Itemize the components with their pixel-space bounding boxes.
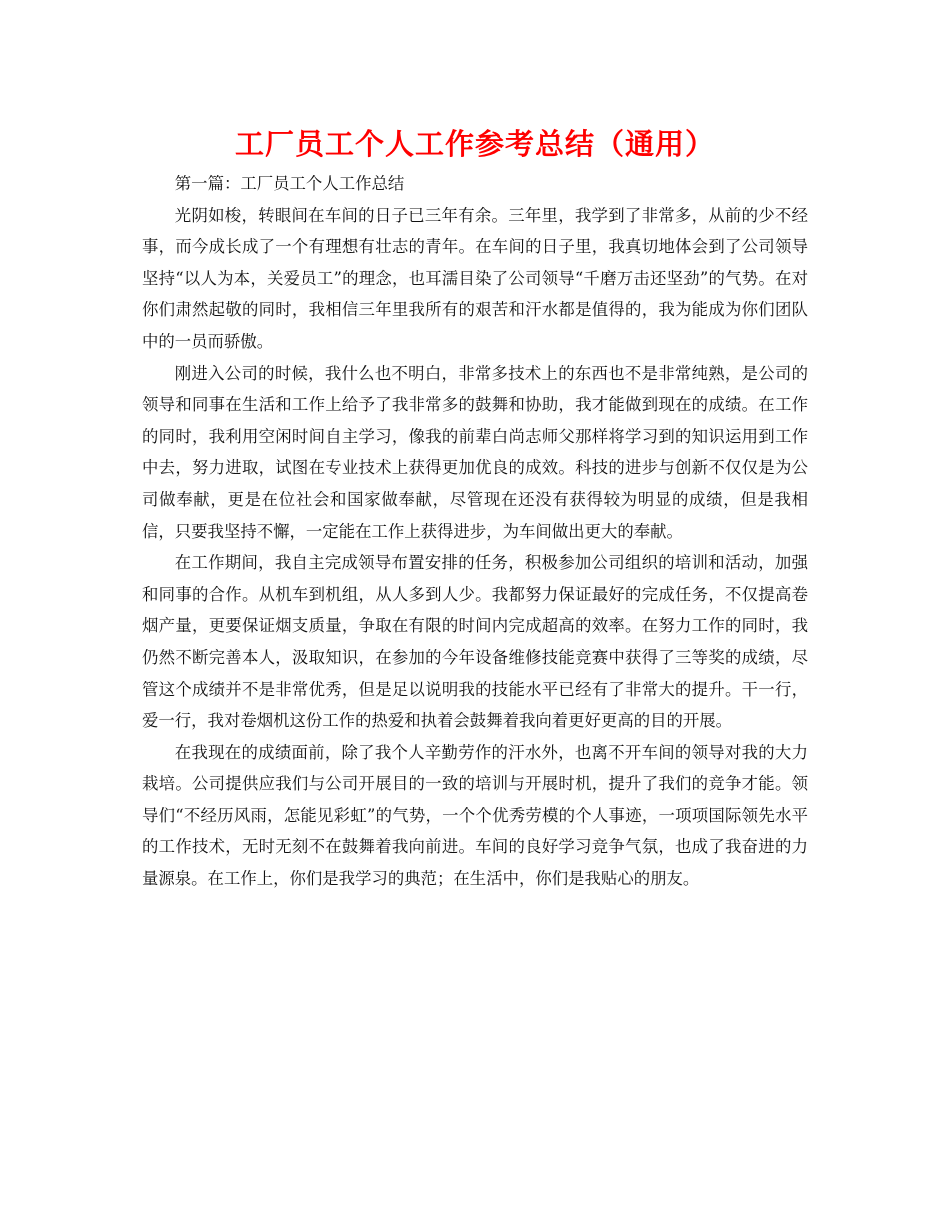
paragraph-3: 在工作期间，我自主完成领导布置安排的任务，积极参加公司组织的培训和活动，加强和同事的合作。从机车到机组，从人多到人少。我都努力保证最好的完成任务，不仅提高卷烟产量，更要保证烟支质量，争取在有限的时间内完成超高的效率。在努力工作的同时，我仍然不断完善本人，汲取知识，在参加的今年设备维修技能竞赛中获得了三等奖的成绩，尽管这个成绩并不是非常优秀，但是足以说明我的技能水平已经有了非常大的提升。干一行，爱一行，我对卷烟机这份工作的热爱和执着会鼓舞着我向着更好更高的目的开展。: [142, 553, 808, 731]
document-body: [142, 168, 808, 895]
paragraph-1: 光阴如梭，转眼间在车间的日子已三年有余。三年里，我学到了非常多，从前的少不经事，而今成长成了一个有理想有壮志的青年。在车间的日子里，我真切地体会到了公司领导坚持“以人为本，关爱员工”的理念，也耳濡目染了公司领导“千磨万击还坚劲”的气势。在对你们肃然起敬的同时，我相信三年里我所有的艰苦和汗水都是值得的，我为能成为你们团队中的一员而骄傲。: [142, 205, 808, 351]
paragraph-2: 刚进入公司的时候，我什么也不明白，非常多技术上的东西也不是非常纯熟，是公司的领导和同事在生活和工作上给予了我非常多的鼓舞和协助，我才能做到现在的成绩。在工作的同时，我利用空闲时间自主学习，像我的前辈白尚志师父那样将学习到的知识运用到工作中去，努力进取，试图在专业技术上获得更加优良的成效。科技的进步与创新不仅仅是为公司做奉献，更是在位社会和国家做奉献，尽管现在还没有获得较为明显的成绩，但是我相信，只要我坚持不懈，一定能在工作上获得进步，为车间做出更大的奉献。: [142, 363, 808, 541]
section-heading: 第一篇：工厂员工个人工作总结: [174, 174, 405, 193]
paragraph-4: 在我现在的成绩面前，除了我个人辛勤劳作的汗水外，也离不开车间的领导对我的大力栽培。公司提供应我们与公司开展目的一致的培训与开展时机，提升了我们的竞争才能。领导们“不经历风雨，怎能见彩虹”的气势，一个个优秀劳模的个人事迹，一项项国际领先水平的工作技术，无时无刻不在鼓舞着我向前进。车间的良好学习竞争气氛，也成了我奋进的力量源泉。在工作上，你们是我学习的典范；在生活中，你们是我贴心的朋友。: [142, 742, 808, 889]
document-title: 工厂员工个人工作参考总结（通用）: [234, 127, 715, 161]
